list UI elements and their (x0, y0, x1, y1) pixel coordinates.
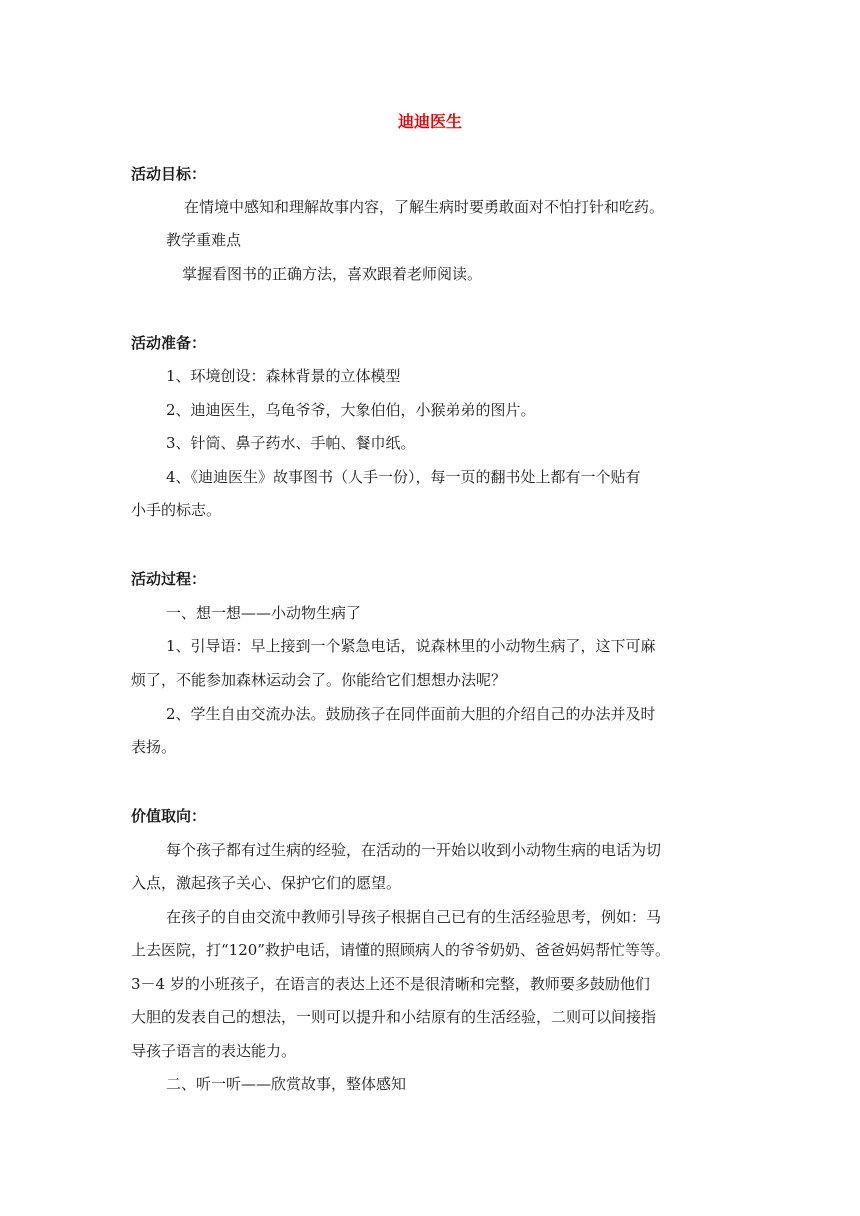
process-line: 1、引导语：早上接到一个紧急电话，说森林里的小动物生病了，这下可麻 (166, 637, 656, 655)
preparation-item: 4、《迪迪医生》故事图书（人手一份），每一页的翻书处上都有一个贴有 (166, 468, 641, 486)
value-line: 大胆的发表自己的想法，一则可以提升和小结原有的生活经验，二则可以间接指 (131, 1008, 657, 1026)
preparation-item: 1、环境创设：森林背景的立体模型 (166, 367, 401, 385)
process-heading: 活动过程： (131, 570, 207, 588)
process-line: 2、学生自由交流办法。鼓励孩子在同伴面前大胆的介绍自己的办法并及时 (166, 705, 656, 723)
value-line: 二、听一听——欣赏故事，整体感知 (166, 1075, 407, 1093)
process-line: 烦了，不能参加森林运动会了。你能给它们想想办法呢？ (131, 671, 507, 689)
value-line: 每个孩子都有过生病的经验，在活动的一开始以收到小动物生病的电话为切 (166, 841, 662, 859)
preparation-item: 2、迪迪医生，乌龟爷爷，大象伯伯，小猴弟弟的图片。 (166, 401, 536, 419)
objectives-subheading: 教学重难点 (166, 231, 242, 249)
process-line: 一、想一想——小动物生病了 (166, 604, 362, 622)
document-title: 迪迪医生 (397, 112, 462, 131)
value-line: 在孩子的自由交流中教师引导孩子根据自己已有的生活经验思考，例如：马 (166, 908, 662, 926)
process-line: 表扬。 (131, 738, 177, 756)
value-line: 入点，激起孩子关心、保护它们的愿望。 (131, 874, 402, 892)
objectives-heading: 活动目标： (131, 165, 207, 183)
value-line: 上去医院，打“120”救护电话，请懂的照顾病人的爷爷奶奶、爸爸妈妈帮忙等等。 (131, 941, 670, 959)
preparation-heading: 活动准备： (131, 334, 207, 352)
objectives-text: 在情境中感知和理解故事内容，了解生病时要勇敢面对不怕打针和吃药。 (184, 198, 665, 216)
objectives-subtext: 掌握看图书的正确方法，喜欢跟着老师阅读。 (182, 265, 483, 283)
value-line: 3－4 岁的小班孩子，在语言的表达上还不是很清晰和完整，教师要多鼓励他们 (131, 975, 650, 993)
preparation-item: 3、针筒、鼻子药水、手帕、餐巾纸。 (166, 434, 416, 452)
value-line: 导孩子语言的表达能力。 (131, 1042, 297, 1060)
value-heading: 价值取向： (131, 807, 207, 825)
preparation-item: 小手的标志。 (131, 501, 222, 519)
